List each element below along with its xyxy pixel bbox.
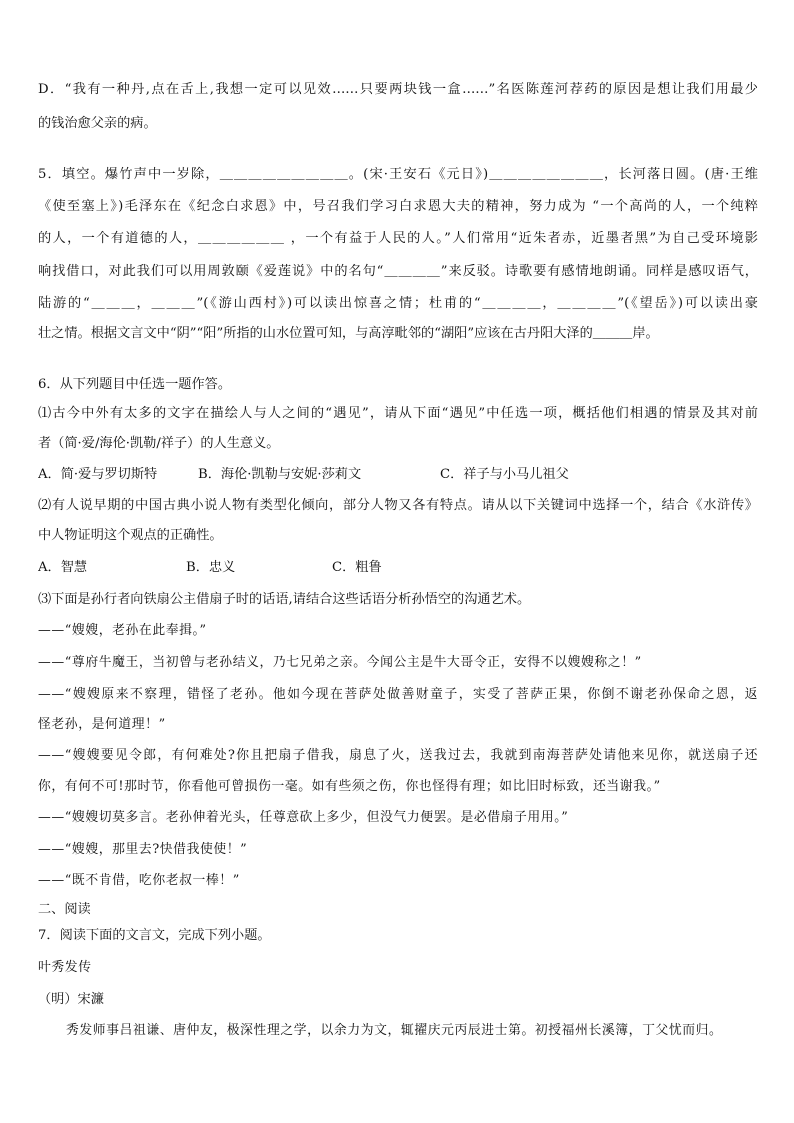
q6-part1-line1: ⑴古今中外有太多的文字在描绘人与人之间的“遇见”，请从下面“遇见”中任选一项，概括他们相遇的情景及其对前: [38, 406, 758, 421]
q6-part1-option-a: A．简·爱与罗切斯特: [38, 467, 158, 482]
q4-option-d-line1: D．“我有一种丹,点在舌上,我想一定可以见效……只要两块钱一盒……”名医陈莲河荐药的原因是想让我们用最少: [38, 82, 758, 97]
passage-first-line: 秀发师事吕祖谦、唐仲友，极深性理之学，以余力为文，辄擢庆元丙辰进士第。初授福州长溪簿，丁父忧而归。: [66, 1023, 723, 1038]
dialogue-line-8: ——“嫂嫂，那里去?快借我使使！”: [38, 842, 248, 857]
dialogue-line-3: ——“嫂嫂原来不察理，错怪了老孙。他如今现在菩萨处做善财童子，实受了菩萨正果，你倒不谢老孙保命之恩，返: [38, 687, 758, 702]
q5-line3: 的人，一个有道德的人，＿＿＿＿＿＿ ，一个有益于人民的人。”人们常用“近朱者赤，近墨者黑”为自己受环境影: [38, 231, 758, 246]
dialogue-line-4: 怪老孙，是何道理！”: [38, 717, 166, 732]
q5-line6: 壮之情。根据文言文中“阴”“阳”所指的山水位置可知，与高淳毗邻的“湖阳”应该在古丹阳大泽的＿＿＿岸。: [38, 326, 659, 341]
q5-line4: 响找借口，对此我们可以用周敦颐《爱莲说》中的名句“＿＿＿＿”来反驳。诗歌要有感情地朗诵。同样是感叹语气，: [38, 264, 758, 279]
q7-title: 7．阅读下面的文言文，完成下列小题。: [38, 928, 271, 943]
q6-part2-option-b: B．忠义: [186, 560, 236, 575]
dialogue-line-2: ——“尊府牛魔王，当初曾与老孙结义，乃七兄弟之亲。今闻公主是牛大哥令正，安得不以嫂嫂称之！”: [38, 655, 642, 670]
dialogue-line-7: ——“嫂嫂切莫多言。老孙伸着光头，任尊意砍上多少，但没气力便罢。是必借扇子用用。”: [38, 810, 569, 825]
q4-option-d-line2: 的钱治愈父亲的病。: [38, 116, 157, 131]
section-heading-reading: 二、阅读: [38, 902, 91, 917]
q6-part1-line2: 者（简·爱/海伦·凯勒/祥子）的人生意义。: [38, 436, 280, 451]
q5-line1: 5．填空。爆竹声中一岁除，＿＿＿＿＿＿＿＿＿。(宋·王安石《元日》)＿＿＿＿＿＿＿＿，长河落日圆。(唐·王维: [38, 167, 758, 182]
q5-line2: 《使至塞上》)毛泽东在《纪念白求恩》中，号召我们学习白求恩大夫的精神，努力成为 “一个高尚的人，一个纯粹: [38, 199, 758, 214]
q6-part1-option-c: C．祥子与小马儿祖父: [440, 467, 569, 482]
q6-part2-option-a: A．智慧: [38, 560, 88, 575]
dialogue-line-9: ——“既不肯借，吃你老叔一棒！”: [38, 873, 240, 888]
q6-part2-line2: 中人物证明这个观点的正确性。: [38, 528, 223, 543]
passage-title: 叶秀发传: [38, 960, 92, 975]
dialogue-line-1: ——“嫂嫂，老孙在此奉揖。”: [38, 623, 207, 638]
q6-part3-intro: ⑶下面是孙行者向铁扇公主借扇子时的话语,请结合这些话语分析孙悟空的沟通艺术。: [38, 592, 531, 607]
q6-part2-line1: ⑵有人说早期的中国古典小说人物有类型化倾向，部分人物又各有特点。请从以下关键词中选择一个，结合《水浒传》: [38, 498, 758, 513]
passage-author: （明）宋濂: [38, 992, 104, 1007]
q5-line5: 陆游的“＿＿＿，＿＿＿”(《游山西村》)可以读出惊喜之情；杜甫的“＿＿＿＿，＿＿＿＿”(《望岳》)可以读出豪: [38, 296, 758, 311]
dialogue-line-6: 你，有何不可!那时节，你看他可曾损伤一毫。如有些须之伤，你也怪得有理；如比旧时标致，还当谢我。”: [38, 779, 661, 794]
q6-part1-option-b: B．海伦·凯勒与安妮·莎莉文: [198, 467, 362, 482]
q6-part2-option-c: C．粗鲁: [332, 560, 382, 575]
q6-title: 6．从下列题目中任选一题作答。: [38, 377, 232, 392]
dialogue-line-5: ——“嫂嫂要见令郎，有何难处?你且把扇子借我，扇息了火，送我过去，我就到南海菩萨处请他来见你，就送扇子还: [38, 748, 758, 763]
